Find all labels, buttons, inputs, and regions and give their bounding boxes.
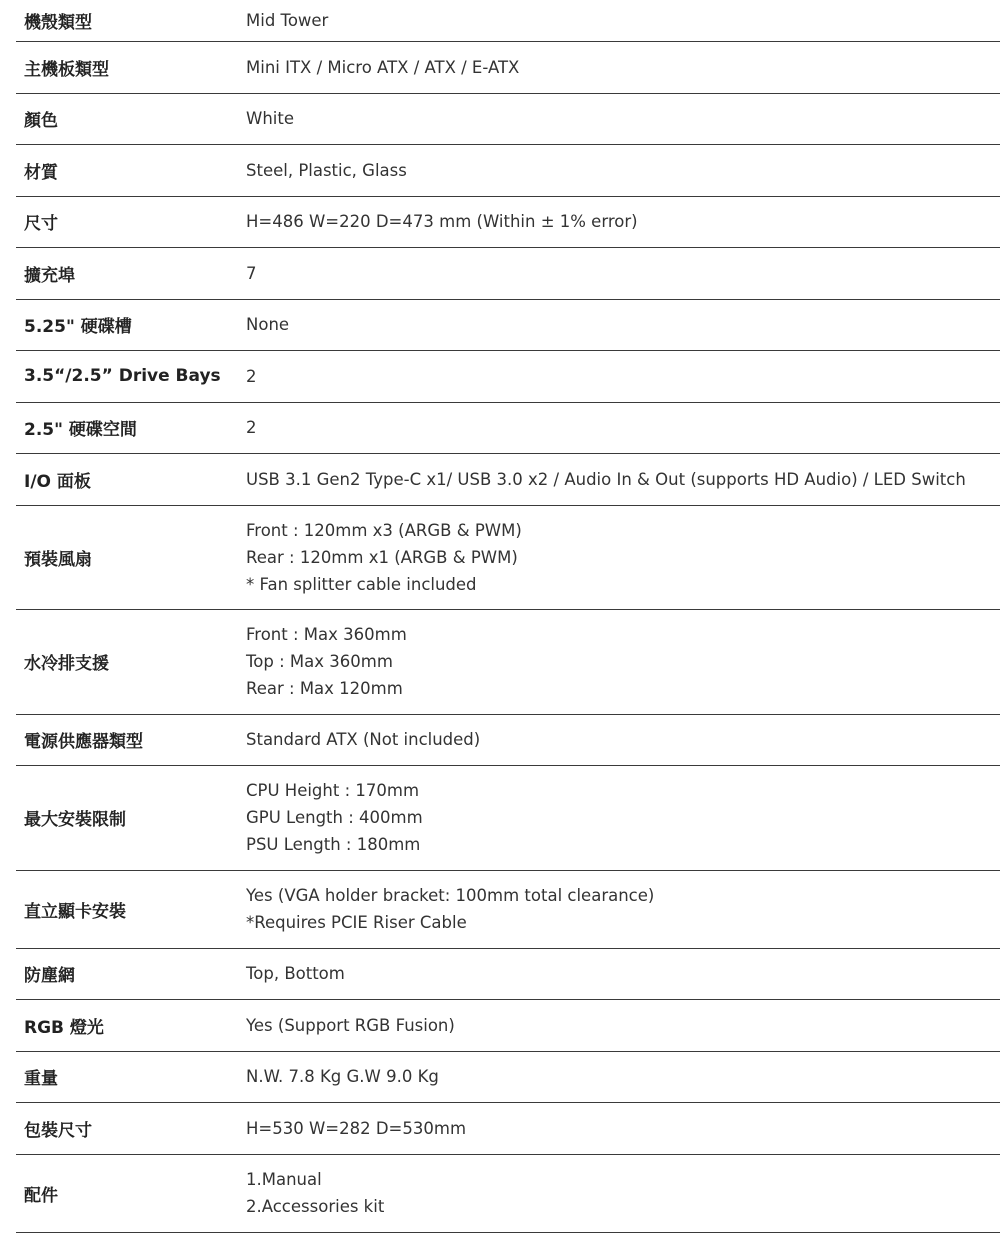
spec-label: 配件 xyxy=(24,1185,58,1206)
spec-label: 預裝風扇 xyxy=(24,549,92,570)
spec-row-motherboard-type xyxy=(16,42,1000,94)
spec-label: 尺寸 xyxy=(24,214,58,235)
spec-label: 顏色 xyxy=(24,111,58,132)
spec-row-expansion-slots xyxy=(16,248,1000,300)
spec-value-line: White xyxy=(246,109,294,129)
spec-value xyxy=(246,726,1000,753)
spec-label: 直立顯卡安裝 xyxy=(24,901,126,922)
spec-value-line: Mini ITX / Micro ATX / ATX / E-ATX xyxy=(246,57,520,77)
spec-value-line: Rear : 120mm x1 (ARGB & PWM) xyxy=(246,547,518,567)
spec-row-preinstalled-fans xyxy=(16,506,1000,611)
spec-value xyxy=(246,311,1000,338)
spec-value-line: H=530 W=282 D=530mm xyxy=(246,1118,467,1138)
spec-value xyxy=(246,7,1000,34)
spec-value-line: Top : Max 360mm xyxy=(246,652,393,672)
spec-label: 主機板類型 xyxy=(24,59,109,80)
spec-label: I/O 面板 xyxy=(24,471,91,492)
spec-value xyxy=(246,1063,1000,1090)
spec-label: RGB 燈光 xyxy=(24,1017,104,1038)
spec-row-psu-type xyxy=(16,715,1000,767)
spec-row-io-panel xyxy=(16,454,1000,506)
spec-label: 擴充埠 xyxy=(24,265,75,286)
spec-row-case-type xyxy=(16,0,1000,42)
spec-value xyxy=(246,1012,1000,1039)
spec-label: 電源供應器類型 xyxy=(24,732,143,753)
spec-value-line: 2 xyxy=(246,418,257,438)
spec-table xyxy=(16,0,1000,1233)
spec-row-25-drive-space xyxy=(16,403,1000,455)
spec-value-line: None xyxy=(246,315,290,335)
spec-row-radiator-support xyxy=(16,610,1000,715)
spec-label: 5.25" 硬碟槽 xyxy=(24,317,132,338)
spec-value-line: Steel, Plastic, Glass xyxy=(246,160,407,180)
spec-row-35-25-drive-bays xyxy=(16,351,1000,403)
spec-value-line: USB 3.1 Gen2 Type-C x1/ USB 3.0 x2 / Audio In & Out (supports HD Audio) / LED Switch xyxy=(246,469,966,489)
spec-value-line: Yes (VGA holder bracket: 100mm total clearance) xyxy=(246,886,655,905)
spec-value xyxy=(246,882,1000,936)
spec-row-rgb-lighting xyxy=(16,1000,1000,1052)
spec-value xyxy=(246,157,1000,184)
spec-row-vertical-gpu xyxy=(16,871,1000,949)
spec-label: 機殼類型 xyxy=(24,13,92,33)
spec-value-line: Front : Max 360mm xyxy=(246,625,407,645)
spec-row-dimensions xyxy=(16,197,1000,249)
spec-value-line: Front : 120mm x3 (ARGB & PWM) xyxy=(246,520,522,540)
spec-value-line: GPU Length : 400mm xyxy=(246,808,423,828)
spec-value xyxy=(246,260,1000,287)
spec-value-line: 2.Accessories kit xyxy=(246,1197,385,1216)
spec-value xyxy=(246,414,1000,441)
spec-value xyxy=(246,105,1000,132)
spec-label: 材質 xyxy=(24,162,58,183)
spec-label: 最大安裝限制 xyxy=(24,810,126,831)
spec-value xyxy=(246,208,1000,235)
spec-value-line: H=486 W=220 D=473 mm (Within ± 1% error) xyxy=(246,212,638,232)
spec-value-line: * Fan splitter cable included xyxy=(246,574,477,594)
spec-label: 水冷排支援 xyxy=(24,654,109,675)
spec-value xyxy=(246,363,1000,390)
spec-row-package-dimensions xyxy=(16,1103,1000,1155)
spec-value-line: Standard ATX (Not included) xyxy=(246,730,481,750)
spec-value-line: *Requires PCIE Riser Cable xyxy=(246,913,467,932)
spec-row-accessories xyxy=(16,1155,1000,1233)
spec-label: 3.5“/2.5” Drive Bays xyxy=(24,366,221,387)
spec-value xyxy=(246,960,1000,987)
spec-row-color xyxy=(16,94,1000,146)
spec-label: 防塵網 xyxy=(24,966,75,987)
spec-value xyxy=(246,1166,1000,1220)
spec-value-line: 2 xyxy=(246,366,257,386)
spec-value-line: Yes (Support RGB Fusion) xyxy=(246,1015,455,1035)
spec-value-line: N.W. 7.8 Kg G.W 9.0 Kg xyxy=(246,1067,439,1087)
spec-value xyxy=(246,517,1000,598)
spec-value-line: CPU Height : 170mm xyxy=(246,781,420,801)
spec-row-dust-filter xyxy=(16,949,1000,1001)
spec-row-525-bays xyxy=(16,300,1000,352)
spec-label: 包裝尺寸 xyxy=(24,1120,92,1141)
spec-label: 重量 xyxy=(24,1069,58,1090)
spec-value-line: Top, Bottom xyxy=(246,964,345,984)
spec-value-line: 7 xyxy=(246,263,257,283)
spec-value xyxy=(246,621,1000,702)
spec-value xyxy=(246,1115,1000,1142)
spec-value xyxy=(246,466,1000,493)
spec-value xyxy=(246,54,1000,81)
spec-value-line: 1.Manual xyxy=(246,1170,322,1189)
spec-value-line: Mid Tower xyxy=(246,11,329,30)
spec-value-line: Rear : Max 120mm xyxy=(246,679,403,699)
spec-value-line: PSU Length : 180mm xyxy=(246,835,421,855)
spec-row-weight xyxy=(16,1052,1000,1104)
spec-value xyxy=(246,777,1000,858)
spec-label: 2.5" 硬碟空間 xyxy=(24,420,137,441)
spec-row-max-clearance xyxy=(16,766,1000,871)
spec-row-material xyxy=(16,145,1000,197)
